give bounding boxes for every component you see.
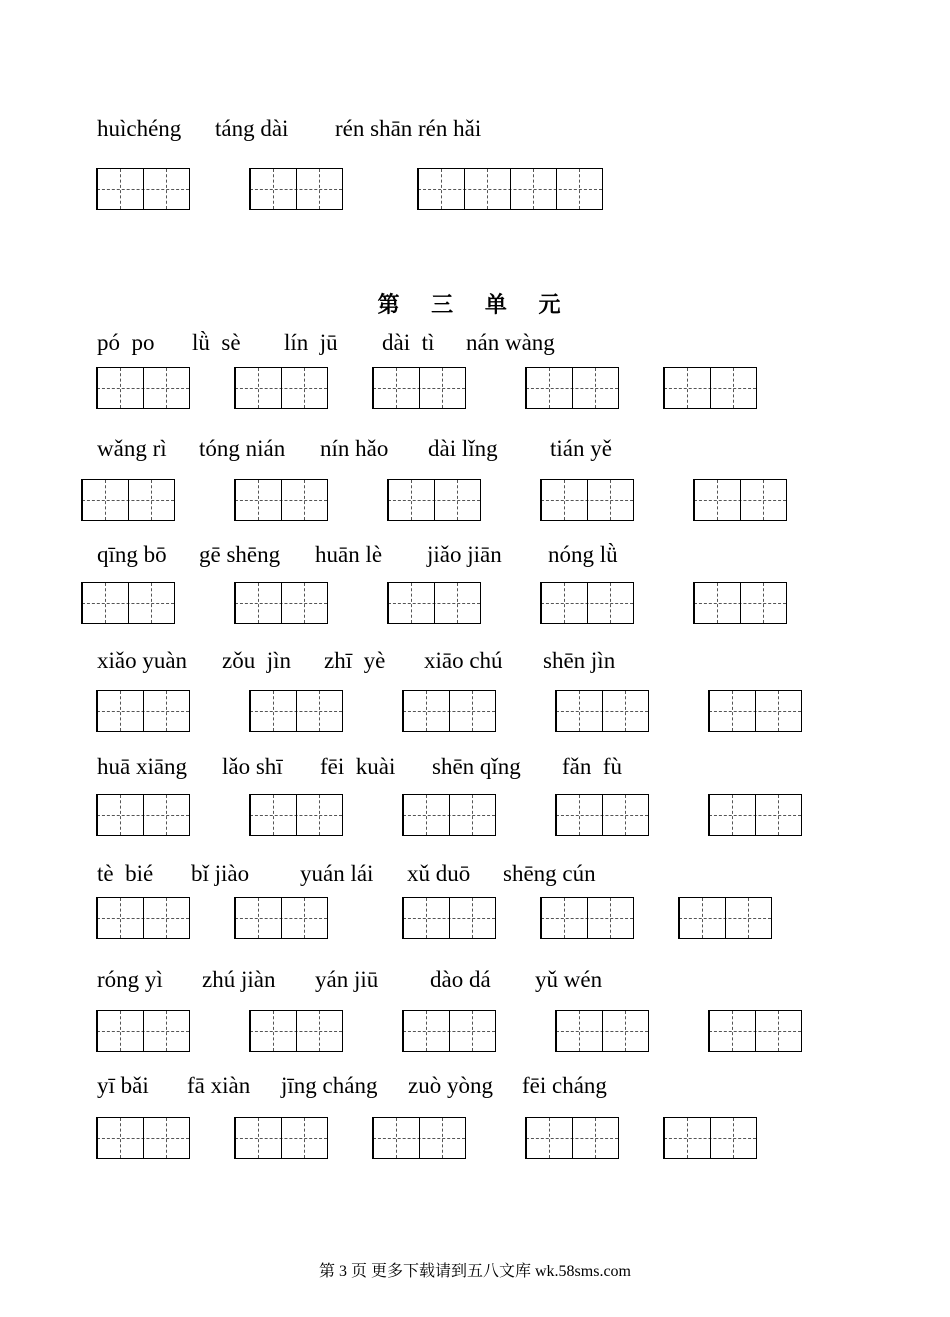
grid-cell: [564, 898, 587, 938]
grid-cell: [725, 898, 748, 938]
pinyin-word: zhú jiàn: [202, 967, 276, 992]
grid-cell: [319, 795, 342, 835]
grid-cell: [166, 1118, 189, 1158]
pinyin-word: gē shēng: [199, 542, 281, 567]
grid-cell: [572, 1118, 595, 1158]
grid-cell: [579, 795, 602, 835]
grid-cell: [449, 691, 472, 731]
pinyin-word: tè bié: [97, 861, 154, 886]
grid-cell: [235, 480, 258, 520]
grid-cell: [717, 480, 740, 520]
grid-cell: [304, 583, 327, 623]
grid-cell: [610, 583, 633, 623]
pinyin-word: táng dài: [215, 116, 289, 141]
grid-cell: [549, 1118, 572, 1158]
grid-cell: [732, 1011, 755, 1051]
pinyin-word: jiǎo jiān: [427, 542, 502, 567]
grid-cell: [258, 480, 281, 520]
grid-cell: [403, 691, 426, 731]
grid-cell: [97, 1011, 120, 1051]
grid-cell: [426, 795, 449, 835]
grid-cell: [403, 1011, 426, 1051]
writing-grid: [372, 1117, 466, 1159]
grid-cell: [82, 480, 105, 520]
writing-grid: [402, 1010, 496, 1052]
pinyin-word: tóng nián: [199, 436, 286, 461]
writing-grid: [555, 1010, 649, 1052]
grid-cell: [258, 368, 281, 408]
grid-cell: [625, 691, 648, 731]
grid-cell: [82, 583, 105, 623]
grid-cell: [740, 583, 763, 623]
grid-cell: [710, 368, 733, 408]
grid-cell: [541, 583, 564, 623]
writing-grid: [372, 367, 466, 409]
writing-grid: [249, 794, 343, 836]
grid-cell: [97, 795, 120, 835]
pinyin-word: yī bǎi: [97, 1073, 149, 1098]
grid-cell: [442, 368, 465, 408]
grid-cell: [549, 368, 572, 408]
writing-grid: [234, 367, 328, 409]
grid-cell: [250, 795, 273, 835]
pinyin-word: róng yì: [97, 967, 163, 992]
grid-cell: [442, 1118, 465, 1158]
grid-cell: [258, 898, 281, 938]
grid-cell: [97, 368, 120, 408]
writing-grid: [234, 897, 328, 939]
grid-cell: [166, 795, 189, 835]
grid-cell: [533, 169, 556, 209]
writing-grid: [402, 690, 496, 732]
writing-grid: [249, 690, 343, 732]
pinyin-word: dào dá: [430, 967, 491, 992]
grid-cell: [579, 691, 602, 731]
grid-cell: [296, 1011, 319, 1051]
grid-cell: [763, 480, 786, 520]
grid-cell: [388, 480, 411, 520]
grid-cell: [732, 691, 755, 731]
grid-cell: [235, 583, 258, 623]
writing-grid: [234, 582, 328, 624]
grid-cell: [296, 795, 319, 835]
grid-cell: [664, 368, 687, 408]
grid-cell: [235, 368, 258, 408]
grid-cell: [143, 1011, 166, 1051]
grid-cell: [748, 898, 771, 938]
pinyin-word: pó po: [97, 330, 155, 355]
writing-grid: [96, 168, 190, 210]
grid-cell: [441, 169, 464, 209]
grid-cell: [694, 480, 717, 520]
grid-cell: [556, 691, 579, 731]
grid-cell: [510, 169, 533, 209]
writing-grid: [555, 690, 649, 732]
pinyin-word: dài lǐng: [428, 436, 498, 461]
grid-cell: [449, 1011, 472, 1051]
grid-cell: [418, 169, 441, 209]
grid-cell: [733, 1118, 756, 1158]
grid-cell: [403, 795, 426, 835]
grid-cell: [449, 898, 472, 938]
grid-cell: [296, 169, 319, 209]
grid-cell: [602, 1011, 625, 1051]
writing-grid: [417, 168, 603, 210]
grid-cell: [166, 691, 189, 731]
writing-grid: [708, 1010, 802, 1052]
grid-cell: [143, 368, 166, 408]
grid-cell: [97, 1118, 120, 1158]
grid-cell: [105, 583, 128, 623]
writing-grid: [81, 582, 175, 624]
pinyin-word: qīng bō: [97, 542, 167, 567]
grid-cell: [464, 169, 487, 209]
grid-cell: [120, 169, 143, 209]
grid-cell: [258, 1118, 281, 1158]
pinyin-word: zǒu jìn: [222, 648, 291, 673]
writing-grid: [234, 1117, 328, 1159]
grid-cell: [449, 795, 472, 835]
writing-grid: [540, 897, 634, 939]
writing-grid: [249, 1010, 343, 1052]
grid-cell: [709, 691, 732, 731]
grid-cell: [373, 368, 396, 408]
grid-cell: [778, 1011, 801, 1051]
grid-cell: [434, 480, 457, 520]
grid-cell: [541, 898, 564, 938]
grid-cell: [120, 1118, 143, 1158]
pinyin-word: lín jū: [284, 330, 338, 355]
grid-cell: [487, 169, 510, 209]
writing-grid: [540, 582, 634, 624]
pinyin-word: nín hǎo: [320, 436, 389, 461]
grid-cell: [281, 898, 304, 938]
grid-cell: [679, 898, 702, 938]
pinyin-word: yuán lái: [300, 861, 374, 886]
pinyin-word: yán jiū: [315, 967, 379, 992]
grid-cell: [755, 691, 778, 731]
pinyin-word: fā xiàn: [187, 1073, 251, 1098]
grid-cell: [572, 368, 595, 408]
grid-cell: [319, 691, 342, 731]
grid-cell: [396, 1118, 419, 1158]
writing-grid: [96, 1010, 190, 1052]
writing-grid: [81, 479, 175, 521]
grid-cell: [151, 480, 174, 520]
grid-cell: [526, 368, 549, 408]
grid-cell: [556, 1011, 579, 1051]
grid-cell: [778, 691, 801, 731]
grid-cell: [610, 480, 633, 520]
grid-cell: [120, 1011, 143, 1051]
grid-cell: [472, 691, 495, 731]
grid-cell: [105, 480, 128, 520]
unit-title: 第 三 单 元: [377, 293, 573, 318]
pinyin-word: yǔ wén: [535, 967, 603, 992]
grid-cell: [526, 1118, 549, 1158]
grid-cell: [281, 480, 304, 520]
grid-cell: [602, 795, 625, 835]
pinyin-word: shēng cún: [503, 861, 596, 886]
grid-cell: [97, 691, 120, 731]
pinyin-word: rén shān rén hǎi: [335, 116, 482, 141]
pinyin-word: nán wàng: [466, 330, 555, 355]
grid-cell: [579, 1011, 602, 1051]
writing-grid: [96, 794, 190, 836]
writing-grid: [96, 897, 190, 939]
grid-cell: [426, 898, 449, 938]
grid-cell: [564, 480, 587, 520]
grid-cell: [403, 898, 426, 938]
pinyin-word: huā xiāng: [97, 754, 188, 779]
writing-grid: [678, 897, 772, 939]
writing-grid: [402, 897, 496, 939]
grid-cell: [687, 368, 710, 408]
writing-grid: [525, 367, 619, 409]
grid-cell: [710, 1118, 733, 1158]
writing-grid: [249, 168, 343, 210]
grid-cell: [702, 898, 725, 938]
grid-cell: [717, 583, 740, 623]
grid-cell: [411, 583, 434, 623]
grid-cell: [709, 795, 732, 835]
grid-cell: [143, 898, 166, 938]
grid-cell: [143, 795, 166, 835]
grid-cell: [733, 368, 756, 408]
grid-cell: [319, 1011, 342, 1051]
grid-cell: [396, 368, 419, 408]
pinyin-word: nóng lǜ: [548, 542, 618, 567]
grid-cell: [273, 1011, 296, 1051]
pinyin-word: xiǎo yuàn: [97, 648, 188, 673]
grid-cell: [273, 169, 296, 209]
writing-grid: [96, 1117, 190, 1159]
writing-grid: [402, 794, 496, 836]
grid-cell: [687, 1118, 710, 1158]
grid-cell: [587, 480, 610, 520]
pinyin-word: huān lè: [315, 542, 383, 567]
pinyin-word: huìchéng: [97, 116, 182, 141]
grid-cell: [258, 583, 281, 623]
pinyin-word: jīng cháng: [281, 1073, 378, 1098]
grid-cell: [97, 898, 120, 938]
grid-cell: [602, 691, 625, 731]
writing-grid: [693, 582, 787, 624]
pinyin-word: lǜ sè: [192, 330, 241, 355]
grid-cell: [235, 1118, 258, 1158]
writing-grid: [525, 1117, 619, 1159]
grid-cell: [281, 583, 304, 623]
grid-cell: [296, 691, 319, 731]
grid-cell: [166, 898, 189, 938]
grid-cell: [304, 898, 327, 938]
grid-cell: [373, 1118, 396, 1158]
pinyin-word: shēn jìn: [543, 648, 616, 673]
grid-cell: [595, 368, 618, 408]
writing-grid: [663, 367, 757, 409]
grid-cell: [128, 583, 151, 623]
grid-cell: [250, 169, 273, 209]
grid-cell: [319, 169, 342, 209]
writing-grid: [234, 479, 328, 521]
grid-cell: [388, 583, 411, 623]
grid-cell: [694, 583, 717, 623]
writing-grid: [708, 690, 802, 732]
grid-cell: [166, 368, 189, 408]
grid-cell: [457, 583, 480, 623]
grid-cell: [732, 795, 755, 835]
writing-grid: [96, 690, 190, 732]
writing-grid: [663, 1117, 757, 1159]
writing-grid: [693, 479, 787, 521]
grid-cell: [166, 169, 189, 209]
writing-grid: [540, 479, 634, 521]
pinyin-word: bǐ jiào: [191, 861, 250, 886]
pinyin-word: fēi kuài: [320, 754, 396, 779]
grid-cell: [755, 795, 778, 835]
grid-cell: [625, 795, 648, 835]
grid-cell: [610, 898, 633, 938]
pinyin-word: xiāo chú: [424, 648, 503, 673]
grid-cell: [556, 795, 579, 835]
grid-cell: [304, 480, 327, 520]
grid-cell: [564, 583, 587, 623]
grid-cell: [778, 795, 801, 835]
grid-cell: [120, 898, 143, 938]
grid-cell: [740, 480, 763, 520]
grid-cell: [304, 368, 327, 408]
grid-cell: [472, 1011, 495, 1051]
grid-cell: [143, 691, 166, 731]
grid-cell: [457, 480, 480, 520]
pinyin-word: wǎng rì: [97, 436, 167, 461]
grid-cell: [304, 1118, 327, 1158]
grid-cell: [434, 583, 457, 623]
grid-cell: [664, 1118, 687, 1158]
grid-cell: [143, 169, 166, 209]
grid-cell: [411, 480, 434, 520]
grid-cell: [419, 1118, 442, 1158]
grid-cell: [166, 1011, 189, 1051]
grid-cell: [709, 1011, 732, 1051]
grid-cell: [97, 169, 120, 209]
writing-grid: [387, 582, 481, 624]
grid-cell: [151, 583, 174, 623]
pinyin-word: fēi cháng: [522, 1073, 607, 1098]
grid-cell: [763, 583, 786, 623]
grid-cell: [625, 1011, 648, 1051]
grid-cell: [120, 691, 143, 731]
pinyin-word: fǎn fù: [562, 754, 623, 779]
pinyin-word: zhī yè: [324, 648, 386, 673]
grid-cell: [120, 795, 143, 835]
writing-grid: [555, 794, 649, 836]
grid-cell: [595, 1118, 618, 1158]
writing-grid: [96, 367, 190, 409]
grid-cell: [419, 368, 442, 408]
grid-cell: [472, 795, 495, 835]
pinyin-word: dài tì: [382, 330, 435, 355]
pinyin-word: tián yě: [550, 436, 612, 461]
grid-cell: [143, 1118, 166, 1158]
grid-cell: [281, 368, 304, 408]
pinyin-word: lǎo shī: [222, 754, 283, 779]
pinyin-word: shēn qǐng: [432, 754, 521, 779]
pinyin-word: zuò yòng: [408, 1073, 493, 1098]
grid-cell: [281, 1118, 304, 1158]
grid-cell: [587, 583, 610, 623]
grid-cell: [426, 1011, 449, 1051]
grid-cell: [472, 898, 495, 938]
page-footer: 第 3 页 更多下载请到五八文库 wk.58sms.com: [318, 1263, 631, 1280]
grid-cell: [273, 691, 296, 731]
grid-cell: [273, 795, 296, 835]
grid-cell: [755, 1011, 778, 1051]
writing-grid: [387, 479, 481, 521]
grid-cell: [235, 898, 258, 938]
grid-cell: [579, 169, 602, 209]
grid-cell: [426, 691, 449, 731]
grid-cell: [128, 480, 151, 520]
writing-grid: [708, 794, 802, 836]
grid-cell: [541, 480, 564, 520]
grid-cell: [587, 898, 610, 938]
grid-cell: [120, 368, 143, 408]
grid-cell: [556, 169, 579, 209]
grid-cell: [250, 691, 273, 731]
pinyin-word: xǔ duō: [407, 861, 471, 886]
grid-cell: [250, 1011, 273, 1051]
